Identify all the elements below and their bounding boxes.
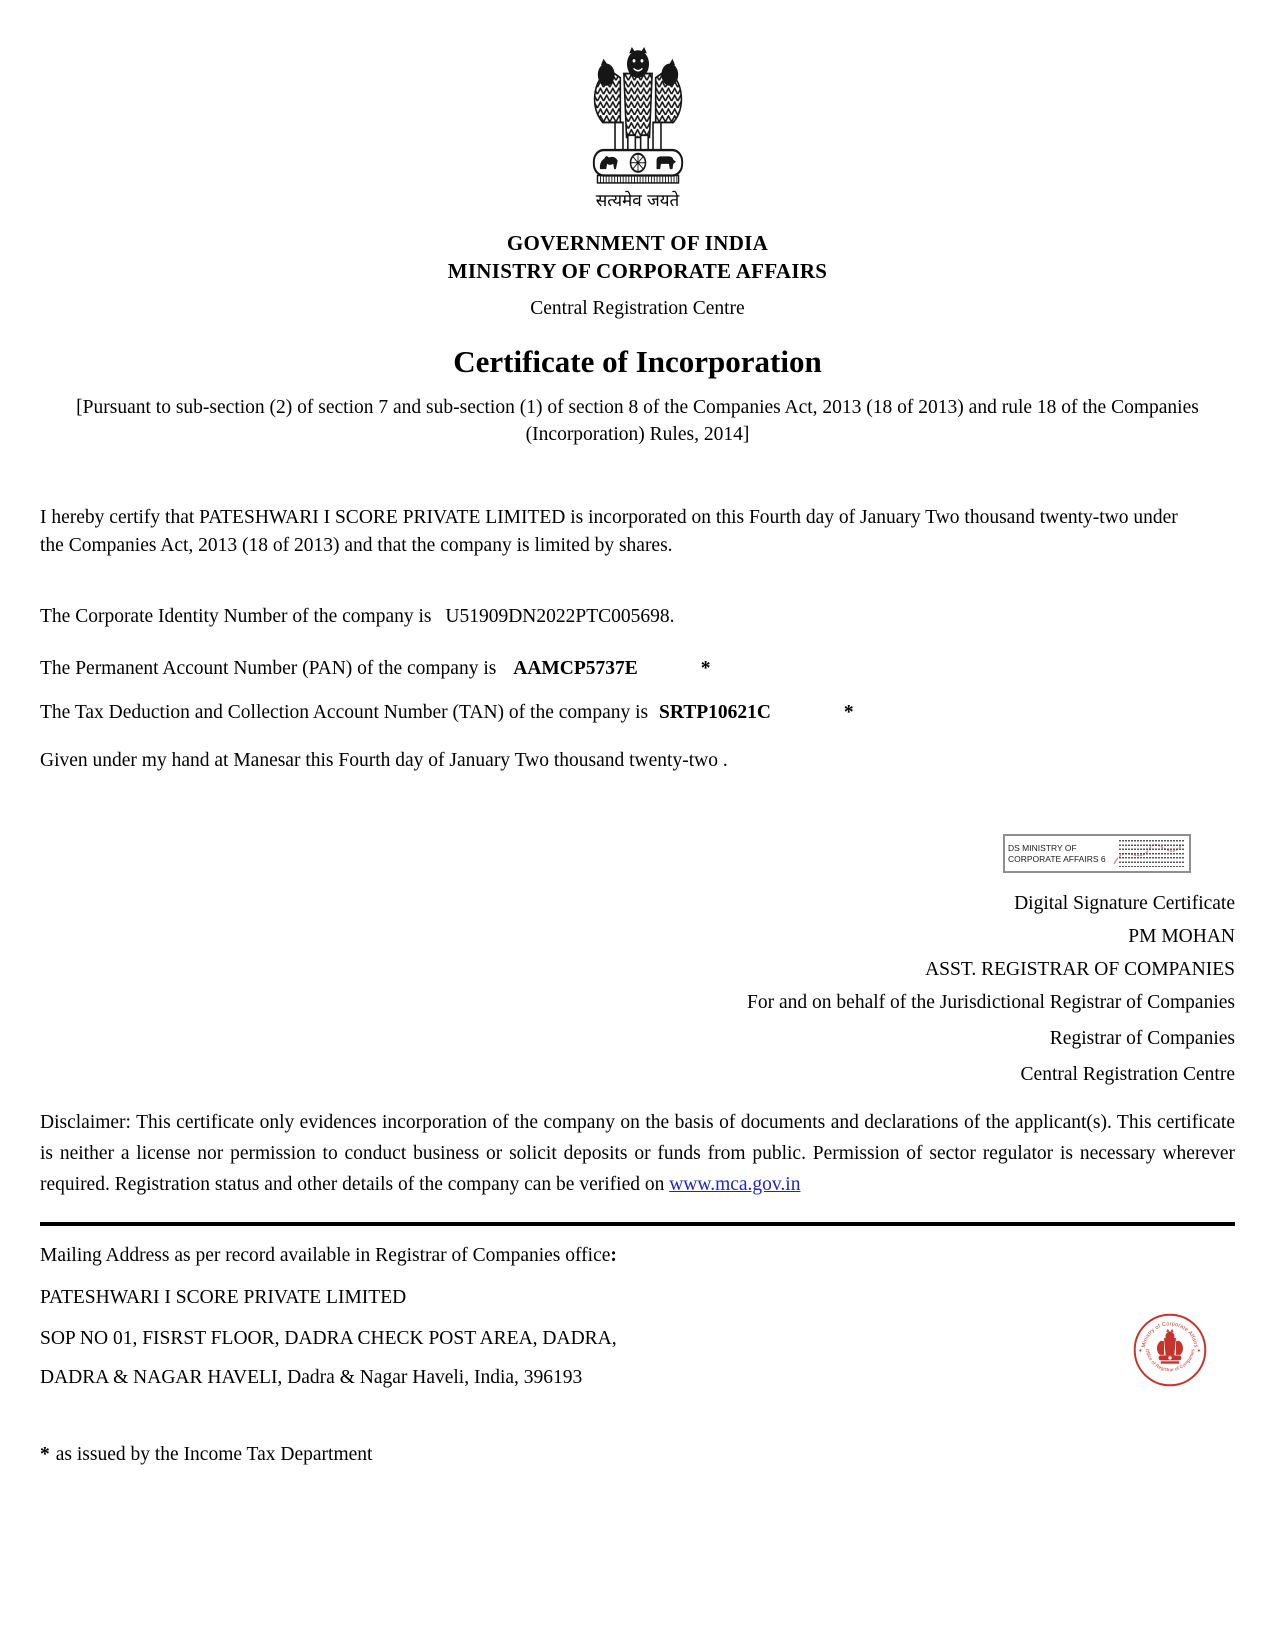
- ministry-heading: MINISTRY OF CORPORATE AFFAIRS: [447, 259, 828, 283]
- signatory-block: [40, 887, 1235, 1091]
- registrar-of-companies-stamp: [1132, 1312, 1208, 1388]
- ds-signer-label: [1008, 843, 1112, 863]
- mailing-company-name: PATESHWARI I SCORE PRIVATE LIMITED: [40, 1287, 407, 1308]
- pan-label: The Permanent Account Number (PAN) of the company is: [40, 658, 497, 679]
- central-registration-centre-line: Central Registration Centre: [530, 298, 745, 319]
- satyameva-jayate-motto: सत्यमेव जयते: [595, 191, 680, 211]
- sig-line-registrar: Registrar of Companies: [1049, 1028, 1235, 1049]
- sig-line-name: PM MOHAN: [1128, 926, 1235, 947]
- stamp-bottom-arc-text: Office of Registrar of Companies: [1144, 1348, 1196, 1373]
- ds-signature-details: [1112, 838, 1186, 869]
- certification-paragraph: I hereby certify that PATESHWARI I SCORE PRIVATE LIMITED is incorporated on this Fourth day of January Two thousand twenty-two under the Companies Act, 2013 (18 of 2013) and that the company is limited by shares.: [40, 507, 1178, 556]
- mailing-heading-text: Mailing Address as per record available in Registrar of Companies office: [40, 1245, 611, 1266]
- pan-footnote-marker: *: [700, 658, 711, 679]
- footnote-line: [40, 1441, 1235, 1468]
- section-divider: [40, 1222, 1235, 1226]
- stamp-star-right-icon: ✶: [1196, 1348, 1202, 1355]
- national-emblem-of-india-icon: [585, 46, 691, 184]
- emblem-base: [597, 176, 678, 183]
- footnote-marker: *: [40, 1444, 50, 1465]
- sig-line-certificate: Digital Signature Certificate: [1014, 893, 1235, 914]
- tan-value: SRTP10621C: [658, 702, 771, 723]
- sig-line-on-behalf: For and on behalf of the Jurisdictional Registrar of Companies: [747, 992, 1235, 1013]
- mailing-address-line-2: DADRA & NAGAR HAVELI, Dadra & Nagar Haveli, India, 396193: [40, 1367, 583, 1388]
- certificate-title: Certificate of Incorporation: [453, 344, 822, 379]
- government-of-india-heading: GOVERNMENT OF INDIA: [506, 231, 769, 255]
- pan-value: AAMCP5737E: [513, 658, 638, 679]
- cin-label: The Corporate Identity Number of the company is: [40, 606, 432, 627]
- ds-signer-label-line2: CORPORATE AFFAIRS 6: [1008, 853, 1106, 864]
- stamp-star-left-icon: ✶: [1137, 1348, 1143, 1355]
- mca-website-link[interactable]: www.mca.gov.in: [669, 1174, 801, 1195]
- digital-signature-box: [1003, 834, 1191, 873]
- header-emblem-section: [40, 0, 1235, 212]
- footnote-text: as issued by the Income Tax Department: [55, 1444, 373, 1465]
- issued-at-line: Given under my hand at Manesar this Fourth day of January Two thousand twenty-two .: [40, 750, 728, 771]
- ds-signer-label-line1: DS MINISTRY OF: [1008, 843, 1077, 854]
- disclaimer-paragraph: [40, 1107, 1235, 1200]
- tan-label: The Tax Deduction and Collection Account Number (TAN) of the company is: [40, 702, 649, 723]
- sig-line-crc: Central Registration Centre: [1020, 1064, 1235, 1085]
- pan-line: [40, 656, 1235, 682]
- cin-value: U51909DN2022PTC005698.: [445, 606, 675, 627]
- stamp-top-arc-text: Ministry of Corporate Affairs: [1141, 1321, 1199, 1349]
- mailing-address-heading: [40, 1242, 1235, 1269]
- tan-line: [40, 700, 1235, 726]
- stamp-emblem-icon: [1157, 1329, 1183, 1364]
- mailing-heading-colon: :: [610, 1245, 617, 1266]
- ds-micro-text: [1118, 840, 1184, 867]
- sig-line-designation: ASST. REGISTRAR OF COMPANIES: [925, 959, 1235, 980]
- disclaimer-text: Disclaimer: This certificate only evidences incorporation of the company on the basis of documents and declarations of the applicant(s). This certificate is neither a license nor permission to conduct business or solicit deposits or funds from public. Permission of sector regulator is necessary wherever required. Registration status and other details of the company can be verified on: [40, 1112, 1235, 1195]
- tan-footnote-marker: *: [843, 702, 854, 723]
- abacus: [593, 150, 681, 175]
- pursuant-clause: [Pursuant to sub-section (2) of section 7 and sub-section (1) of section 8 of the Companies Act, 2013 (18 of 2013) and rule 18 of the Companies (Incorporation) Rules, 2014]: [76, 397, 1199, 445]
- mailing-address-line-1: SOP NO 01, FISRST FLOOR, DADRA CHECK POST AREA, DADRA,: [40, 1328, 617, 1349]
- cin-line: [40, 604, 1235, 630]
